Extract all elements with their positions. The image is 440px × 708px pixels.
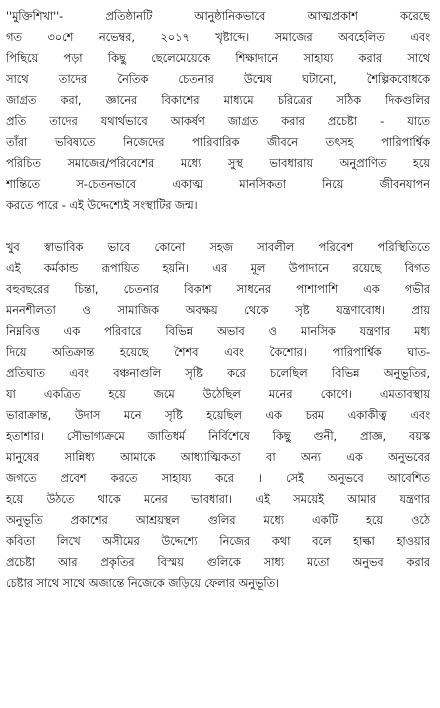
text-line: শান্তিতে স-চেতনভাবে একাত্ম মানসিকতা নিয়ে জীবনযাপন xyxy=(6,177,430,191)
paragraph-intro xyxy=(6,6,430,216)
text-line: জাগ্রত করা, জ্ঞানের বিকাশের মাধ্যমে চরিত্রের সঠিক দিকগুলির xyxy=(6,93,430,107)
text-line: গত ৩০শে নভেম্বর, ২০১৭ খৃষ্টাব্দে। সমাজের অবহেলিত এবং xyxy=(6,30,430,44)
text-line: কবিতা লিখে অসীমের উদ্দেশ্যে নিজের কথা বলে হাল্কা হাওয়ার xyxy=(6,534,430,548)
text-line: প্রতি তাদের যথার্থভাবে আকর্ষণ জাগ্রত করার প্রচেষ্টা - যাতে xyxy=(6,114,430,128)
text-line: তাঁরা ভবিষ্যতে নিজেদের পারিবারিক জীবনে তৎসহ পারিপার্শ্বিক xyxy=(6,135,430,149)
text-line: দিয়ে অতিক্রান্ত হয়েছে শৈশব এবং কৈশোর। পারিপার্শ্বিক ঘাত- xyxy=(6,345,430,359)
document-page xyxy=(6,6,430,594)
text-line: করতে পারে - এই উদ্দেশ্যেই সংস্থাটির জন্ম। xyxy=(6,198,198,212)
text-line: ''মুক্তিশিখা''- প্রতিষ্ঠানটি আনুষ্ঠানিকভাবে আত্মপ্রকাশ করেছে xyxy=(6,9,430,23)
text-line: হয়ে উঠতে থাকে মনের ভাবধারা। এই সময়েই আমার যন্ত্রণার xyxy=(6,492,430,506)
paragraph-background xyxy=(6,237,430,594)
text-line: নিম্নবিত্ত এক পরিবারে বিভিন্ন অভাব ও মানসিক যন্ত্রণার মধ্য xyxy=(6,324,430,338)
text-line: পিছিয়ে পড়া কিছু ছেলেমেয়েকে শিক্ষাদানে সাহায্য করার সাথে xyxy=(6,51,430,65)
text-line: জগতে প্রবেশ করতে সাহায্য করে । সেই অনুভবে আবেশিত xyxy=(6,471,430,485)
text-line: হতাশার। সৌভাগ্যক্রমে জাতিধর্ম নির্বিশেষে কিছু গুনী, প্রাজ্ঞ, বয়স্ক xyxy=(6,429,430,443)
text-line: অনুভূতি প্রকাশের আশ্রয়স্থল গুলির মধ্যে একটি হয়ে ওঠে xyxy=(6,513,430,527)
text-line: প্রচেষ্টা আর প্রকৃতির বিস্ময় গুলিকে সাধ্য মতো অনুভব করার xyxy=(6,555,430,569)
text-line: মানুষের সান্নিধ্য আমাকে আধ্যাত্মিকতা বা অন্য এক অনুভবের xyxy=(6,450,430,464)
text-line: পরিচিত সমাজের/পরিবেশের মধ্যে সুস্থ ভাবধারায় অনুপ্রাণিত হয়ে xyxy=(6,156,430,170)
text-line: ভারাক্রান্ত, উদাস মনে সৃষ্টি হয়েছিল এক চরম একাকীত্ব এবং xyxy=(6,408,430,422)
text-line: মননশীলতা ও সামাজিক অবক্ষয় থেকে সৃষ্ট যন্ত্রণাবোধ। প্রায় xyxy=(6,303,430,317)
text-line: যা একত্রিত হয়ে জমে উঠেছিল মনের কোণে। এমতাবস্থায় xyxy=(6,387,430,401)
text-line: এই কর্মকান্ড রূপায়িত হয়নি। এর মূল উপাদানে রয়েছে বিগত xyxy=(6,261,430,275)
text-line: প্রতিঘাত এবং বঞ্চনাগুলি সৃষ্টি করে চলেছিল বিভিন্ন অনুভূতির, xyxy=(6,366,430,380)
text-line: সাথে তাদের নৈতিক চেতনার উন্মেষ ঘটানো, শৈল্পিকবোধকে xyxy=(6,72,430,86)
text-line: চেষ্টার সাথে সাথে অজান্তে নিজেকে জড়িয়ে ফেলার অনুভূতি। xyxy=(6,576,280,590)
text-line: বহুবছরের চিন্তা, চেতনার বিকাশ সাধনের পাশাপাশি এক গভীর xyxy=(6,282,430,296)
text-line: খুব স্বাভাবিক ভাবে কোনো সহজ সাবলীল পরিবেশ পরিস্থিতিতে xyxy=(6,240,430,254)
